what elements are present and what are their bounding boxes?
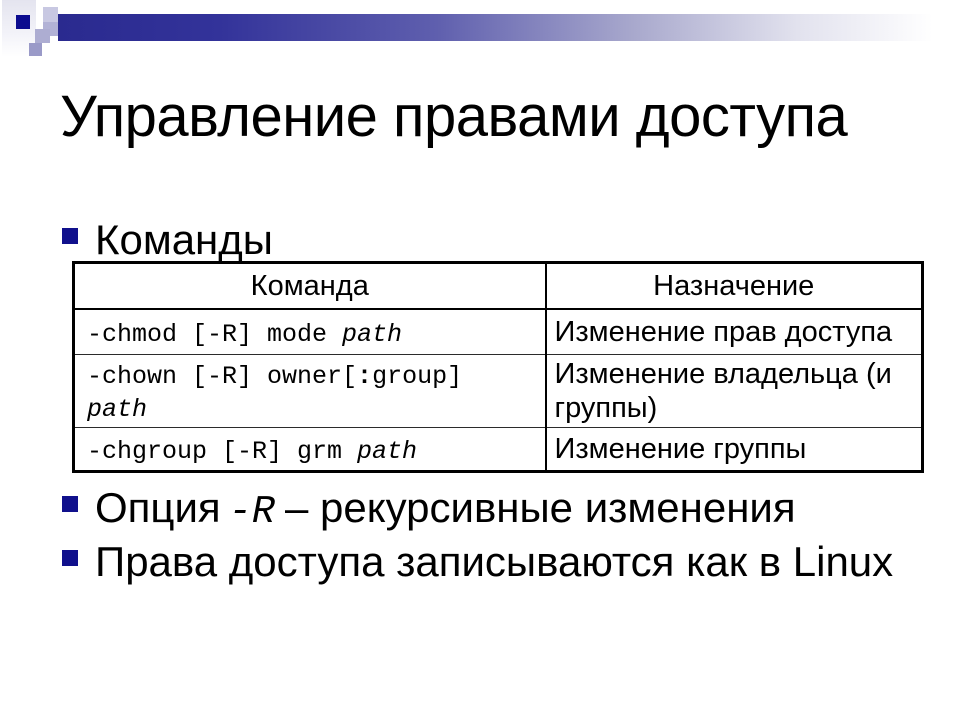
decoration-square <box>35 29 50 43</box>
command-colon: : <box>357 362 373 392</box>
command-arg: path <box>342 319 403 349</box>
bullet-item-option-r <box>62 484 796 534</box>
commands-table <box>72 261 924 473</box>
bullet-text <box>95 484 796 534</box>
bullet-item-commands <box>62 216 273 264</box>
purpose-cell: Изменение прав доступа <box>546 309 923 355</box>
command-cell <box>74 309 546 355</box>
bullet-text-post: – рекурсивные изменения <box>285 484 796 531</box>
column-header-purpose: Назначение <box>546 263 923 310</box>
command-arg: path <box>357 436 418 466</box>
command-cell <box>74 355 546 428</box>
command-text: -chown [-R] owner[ <box>87 362 358 392</box>
table-row <box>74 428 923 472</box>
command-arg: path <box>87 395 148 425</box>
decoration-square <box>16 15 30 29</box>
command-text: -chgroup [-R] grm <box>87 436 358 466</box>
command-cell <box>74 428 546 472</box>
column-header-command: Команда <box>74 263 546 310</box>
bullet-square-icon <box>62 496 78 512</box>
bullet-text: Команды <box>95 216 273 263</box>
bullet-item-linux-rights <box>62 538 893 586</box>
bullet-text-pre: Опция <box>95 484 221 531</box>
table-row <box>74 309 923 355</box>
header-gradient-bar <box>58 14 960 41</box>
table-row <box>74 355 923 428</box>
bullet-square-icon <box>62 550 78 566</box>
purpose-cell: Изменение владельца (и группы) <box>546 355 923 428</box>
bullet-square-icon <box>62 228 78 244</box>
purpose-cell: Изменение группы <box>546 428 923 472</box>
decoration-square <box>43 7 58 22</box>
bullet-text: Права доступа записываются как в Linux <box>95 538 894 585</box>
command-text: -chmod [-R] mode <box>87 319 343 349</box>
decoration-square <box>29 43 42 56</box>
slide-title: Управление правами доступа <box>60 84 848 149</box>
command-text: group] <box>372 362 463 392</box>
inline-code-r-option: -R <box>228 490 276 534</box>
table-header-row <box>74 263 923 310</box>
